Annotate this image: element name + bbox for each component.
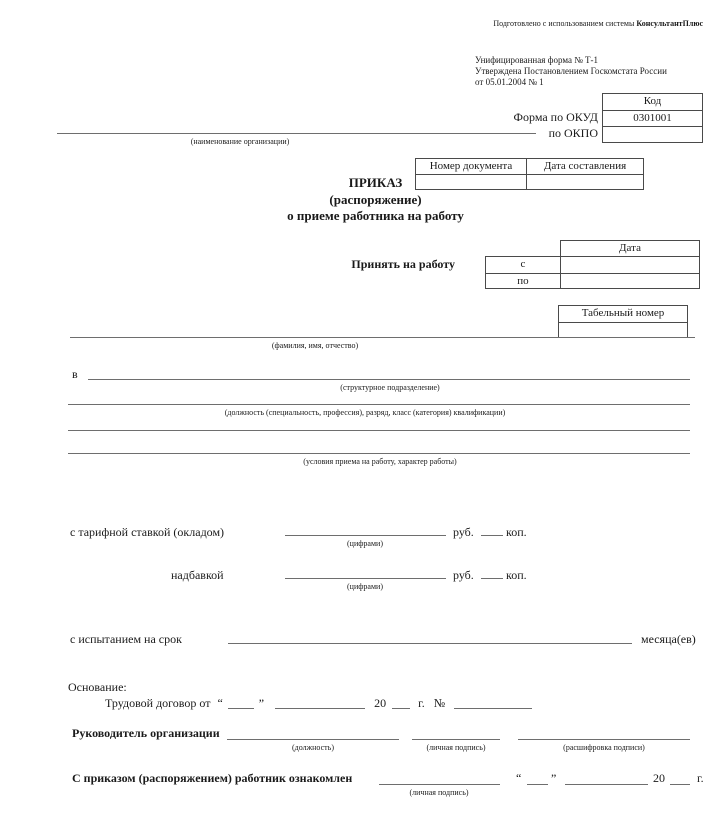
basis-year-suffix: г. — [418, 696, 425, 710]
tariff-rate-label: с тарифной ставкой (окладом) — [70, 525, 225, 539]
hire-from-label: с — [520, 258, 526, 270]
title-line-3: о приеме работника на работу — [287, 208, 464, 223]
basis-month-blank[interactable] — [275, 697, 365, 709]
personnel-number-table — [558, 305, 688, 338]
employee-name-blank[interactable] — [70, 337, 695, 338]
head-position-caption: (должность) — [292, 743, 334, 752]
division-prefix: в — [72, 367, 78, 381]
okud-label: Форма по ОКУД — [513, 110, 598, 124]
basis-number-sign: № — [433, 696, 446, 710]
head-signature-blank[interactable] — [412, 739, 500, 740]
code-table-header: Код — [643, 95, 662, 107]
basis-contract-label: Трудовой договор от — [105, 696, 211, 710]
form-info-line-3: от 05.01.2004 № 1 — [475, 77, 544, 87]
document-title — [248, 175, 503, 225]
organization-name-blank[interactable] — [57, 133, 536, 134]
prepared-with-note — [400, 19, 703, 28]
hire-date-header-cell — [560, 240, 700, 257]
tariff-rub-label: руб. — [453, 525, 474, 539]
consultant-plus-label: КонсультантПлюс — [636, 19, 703, 28]
form-info-line-1: Унифицированная форма № Т-1 — [475, 55, 599, 65]
basis-day-blank[interactable] — [228, 697, 254, 709]
ack-quote-close: ” — [551, 771, 557, 785]
okpo-code-cell[interactable] — [603, 126, 702, 142]
hire-date-header: Дата — [619, 242, 641, 254]
ack-month-blank[interactable] — [565, 784, 648, 785]
organization-name-caption: (наименование организации) — [190, 137, 290, 146]
basis-contract-row — [105, 696, 532, 711]
probation-label: с испытанием на срок — [70, 632, 182, 646]
head-signature-caption: (личная подпись) — [426, 743, 486, 752]
ack-year-blank[interactable] — [670, 784, 690, 785]
basis-number-blank[interactable] — [454, 697, 532, 709]
basis-quote-close: ” — [258, 696, 265, 710]
prepared-prefix: Подготовлено с использованием системы — [493, 19, 635, 28]
personnel-number-cell[interactable] — [559, 322, 687, 338]
hire-date-cells — [560, 256, 700, 289]
position-blank-2[interactable] — [68, 430, 690, 431]
division-blank[interactable] — [88, 379, 690, 380]
ack-signature-caption: (личная подпись) — [409, 788, 469, 797]
employee-name-caption: (фамилия, имя, отчество) — [271, 341, 359, 350]
okud-code-cell: 0301001 — [603, 110, 702, 126]
hire-to-date-cell[interactable] — [561, 273, 699, 289]
bonus-rub-label: руб. — [453, 568, 474, 582]
document-date-cell[interactable] — [526, 174, 643, 189]
ack-quote-open: “ — [516, 771, 522, 785]
bonus-digits-caption: (цифрами) — [347, 582, 383, 591]
ack-signature-blank[interactable] — [379, 784, 500, 785]
ack-year-prefix: 20 — [653, 771, 665, 785]
basis-quote-open: “ — [217, 696, 223, 710]
form-info-block — [475, 55, 667, 88]
basis-year-blank[interactable] — [392, 697, 410, 709]
division-caption: (структурное подразделение) — [340, 383, 440, 392]
hire-label: Принять на работу — [351, 257, 455, 271]
acknowledgment-label: С приказом (распоряжением) работник ознакомлен — [72, 771, 353, 785]
head-position-blank[interactable] — [227, 739, 399, 740]
code-table — [602, 93, 703, 143]
tariff-rate-blank[interactable] — [285, 535, 446, 536]
bonus-label: надбавкой — [171, 568, 224, 582]
hire-to-label: по — [486, 273, 560, 289]
conditions-blank[interactable] — [68, 453, 690, 454]
probation-blank[interactable] — [228, 643, 632, 644]
title-line-2: (распоряжение) — [329, 191, 422, 207]
form-info-line-2: Утверждена Постановлением Госкомстата России — [475, 66, 667, 76]
position-caption: (должность (специальность, профессия), разряд, класс (категория) квалификации) — [224, 408, 506, 417]
tariff-kop-label: коп. — [506, 525, 527, 539]
hire-from-to-labels — [485, 256, 561, 289]
bonus-blank[interactable] — [285, 578, 446, 579]
hire-from-date-cell[interactable] — [561, 257, 699, 273]
head-name-blank[interactable] — [518, 739, 690, 740]
ack-day-blank[interactable] — [527, 784, 548, 785]
bonus-kop-blank[interactable] — [481, 578, 503, 579]
conditions-caption: (условия приема на работу, характер работы) — [303, 457, 457, 466]
basis-year-prefix: 20 — [374, 696, 387, 710]
position-blank-1[interactable] — [68, 404, 690, 405]
tariff-digits-caption: (цифрами) — [347, 539, 383, 548]
document-number-header: Номер документа — [429, 160, 513, 172]
probation-suffix: месяца(ев) — [641, 632, 696, 646]
ack-year-suffix: г. — [697, 771, 704, 785]
head-of-organization-label: Руководитель организации — [72, 726, 220, 740]
okpo-label: по ОКПО — [548, 126, 598, 140]
tariff-kop-blank[interactable] — [481, 535, 503, 536]
head-name-caption: (расшифровка подписи) — [563, 743, 645, 752]
personnel-number-header: Табельный номер — [581, 307, 665, 319]
basis-label: Основание: — [68, 680, 127, 694]
bonus-kop-label: коп. — [506, 568, 527, 582]
document-date-header: Дата составления — [526, 159, 643, 174]
title-line-1: ПРИКАЗ — [348, 175, 403, 190]
